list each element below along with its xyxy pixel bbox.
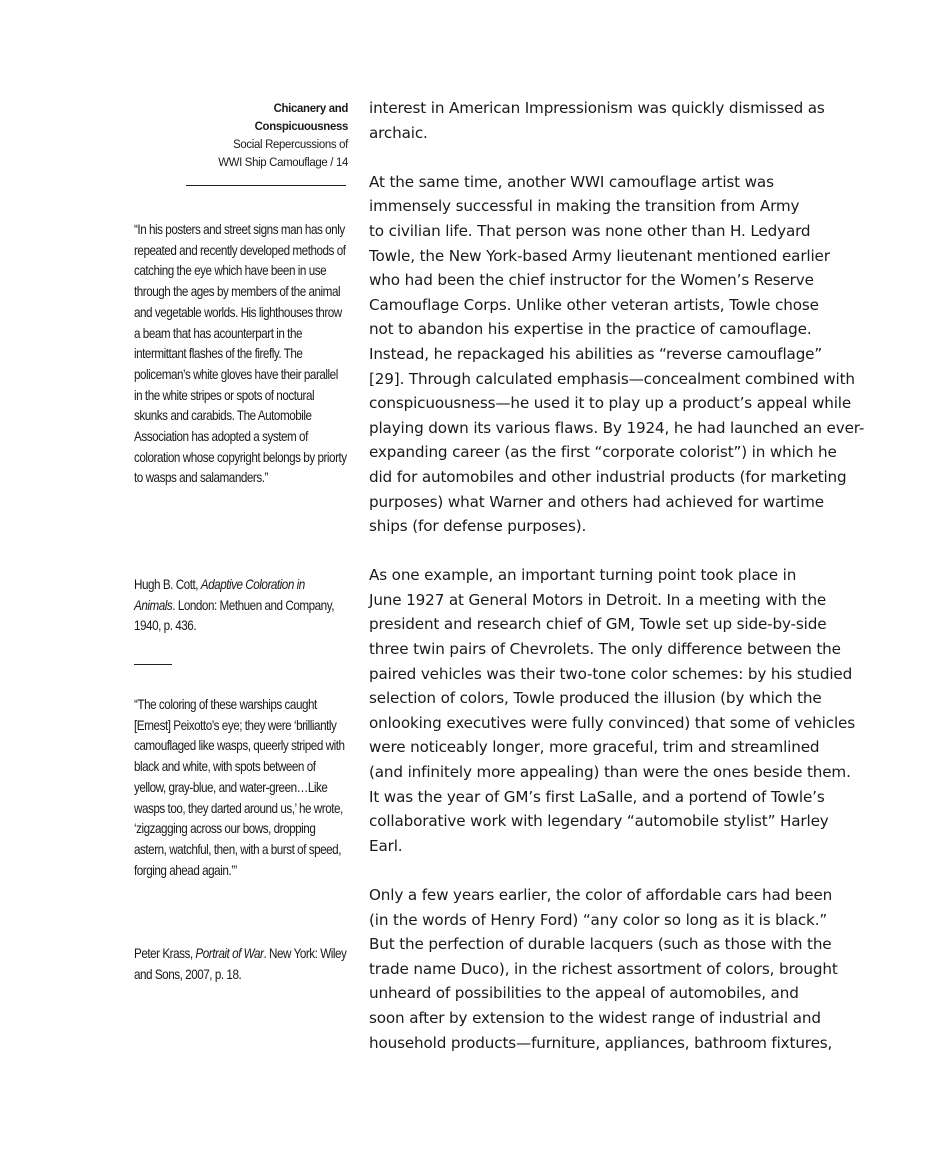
body-line: archaic. xyxy=(369,123,428,142)
body-line: collaborative work with legendary “automobile stylist” Harley xyxy=(369,812,829,831)
citation-author: Hugh B. Cott, xyxy=(134,577,201,592)
body-line: It was the year of GM’s first LaSalle, and a portend of Towle’s xyxy=(369,787,825,806)
body-line: trade name Duco), in the richest assortment of colors, brought xyxy=(369,959,838,978)
body-line: to civilian life. That person was none other than H. Ledyard xyxy=(369,221,811,240)
running-head-rule xyxy=(186,185,346,186)
body-line: (in the words of Henry Ford) “any color so long as it is black.” xyxy=(369,910,828,929)
running-head-title-line-1: Chicanery and xyxy=(273,101,348,115)
running-head-title-line-2: Conspicuousness xyxy=(254,119,348,133)
body-line: soon after by extension to the widest range of industrial and xyxy=(369,1008,821,1027)
body-paragraph xyxy=(369,96,859,145)
citation-work: Adaptive Coloration in Animals xyxy=(134,577,305,613)
body-line: Camouflage Corps. Unlike other veteran artists, Towle chose xyxy=(369,295,819,314)
sidebar-divider xyxy=(134,664,172,665)
sidebar xyxy=(134,99,348,982)
citation-rest: . New York: Wiley and Sons, 2007, p. 18. xyxy=(134,946,347,982)
body-line: Earl. xyxy=(369,836,403,855)
body-line: were noticeably longer, more graceful, trim and streamlined xyxy=(369,738,820,757)
body-paragraph xyxy=(369,883,859,1055)
body-line: did for automobiles and other industrial products (for marketing xyxy=(369,467,847,486)
body-line: conspicuousness—he used it to play up a product’s appeal while xyxy=(369,394,852,413)
body-line: At the same time, another WWI camouflage artist was xyxy=(369,172,774,191)
running-head-subtitle-line-1: Social Repercussions of xyxy=(233,137,348,151)
running-head-subtitle-line-2: WWI Ship Camouflage / 14 xyxy=(218,155,348,169)
sidebar-citation-cott xyxy=(134,575,348,637)
citation-author: Peter Krass, xyxy=(134,946,196,961)
citation-work: Portrait of War xyxy=(195,946,264,961)
body-line: who had been the chief instructor for the Women’s Reserve xyxy=(369,271,814,290)
body-paragraph xyxy=(369,170,865,539)
citation-text xyxy=(134,944,347,985)
body-line: (and infinitely more appealing) than were the ones beside them. xyxy=(369,763,851,782)
sidebar-citation-krass xyxy=(134,944,348,985)
citation-text xyxy=(134,575,347,637)
citation-rest: . London: Methuen and Company, 1940, p. 436. xyxy=(134,597,335,634)
body-line: Towle, the New York-based Army lieutenant mentioned earlier xyxy=(369,246,830,265)
running-head xyxy=(151,99,348,171)
body-line: selection of colors, Towle produced the illusion (by which the xyxy=(369,689,822,708)
main-body-text xyxy=(369,96,865,1080)
body-line: president and research chief of GM, Towle set up side-by-side xyxy=(369,615,827,634)
body-line: ships (for defense purposes). xyxy=(369,517,587,536)
body-line: Only a few years earlier, the color of affordable cars had been xyxy=(369,886,833,904)
sidebar-quote-krass xyxy=(134,695,348,881)
body-line: As one example, an important turning point took place in xyxy=(369,566,797,585)
sidebar-quote-text: “The coloring of these warships caught [Ernest] Peixotto’s eye; they were ‘brilliantly camouflaged like wasps, queerly striped with black and white, with spots between of yellow, gray-blue, and water-green…Like wasps too, they darted around us,’ he wrote, ‘zigzagging across our bows, dropping astern, watchful, then, with a burst of speed, forging ahead again.’” xyxy=(134,697,345,878)
body-line: But the perfection of durable lacquers (such as those with the xyxy=(369,935,832,954)
body-line: household products—furniture, appliances, bathroom fixtures, xyxy=(369,1033,833,1052)
body-line: June 1927 at General Motors in Detroit. In a meeting with the xyxy=(369,590,827,609)
body-line: not to abandon his expertise in the practice of camouflage. xyxy=(369,320,812,339)
body-paragraph xyxy=(369,563,859,858)
body-line: playing down its various flaws. By 1924, he had launched an ever- xyxy=(369,418,865,437)
body-line: paired vehicles was their two-tone color schemes: by his studied xyxy=(369,664,853,683)
body-line: unheard of possibilities to the appeal of automobiles, and xyxy=(369,984,799,1003)
body-line: [29]. Through calculated emphasis—concealment combined with xyxy=(369,369,855,388)
body-line: three twin pairs of Chevrolets. The only difference between the xyxy=(369,640,841,659)
body-line: onlooking executives were fully convinced) that some of vehicles xyxy=(369,713,855,732)
sidebar-quote-text: “In his posters and street signs man has only repeated and recently developed methods of catching the eye which have been in use through the ages by members of the animal and vegetable worlds. His lighthouses throw a beam that has acounterpart in the intermittant flashes of the firefly. The policeman’s white gloves have their parallel in the white stripes or spots of noctural skunks and carabids. The Automobile Association has adopted a system of coloration whose copyright belongs by priorty to wasps and salamanders.” xyxy=(134,222,347,486)
body-line: expanding career (as the first “corporate colorist”) in which he xyxy=(369,443,837,462)
body-line: immensely successful in making the transition from Army xyxy=(369,197,800,216)
body-line: interest in American Impressionism was quickly dismissed as xyxy=(369,99,825,117)
sidebar-quote-cott xyxy=(134,220,348,489)
body-line: purposes) what Warner and others had achieved for wartime xyxy=(369,492,824,511)
body-line: Instead, he repackaged his abilities as “reverse camouflage” xyxy=(369,344,823,363)
